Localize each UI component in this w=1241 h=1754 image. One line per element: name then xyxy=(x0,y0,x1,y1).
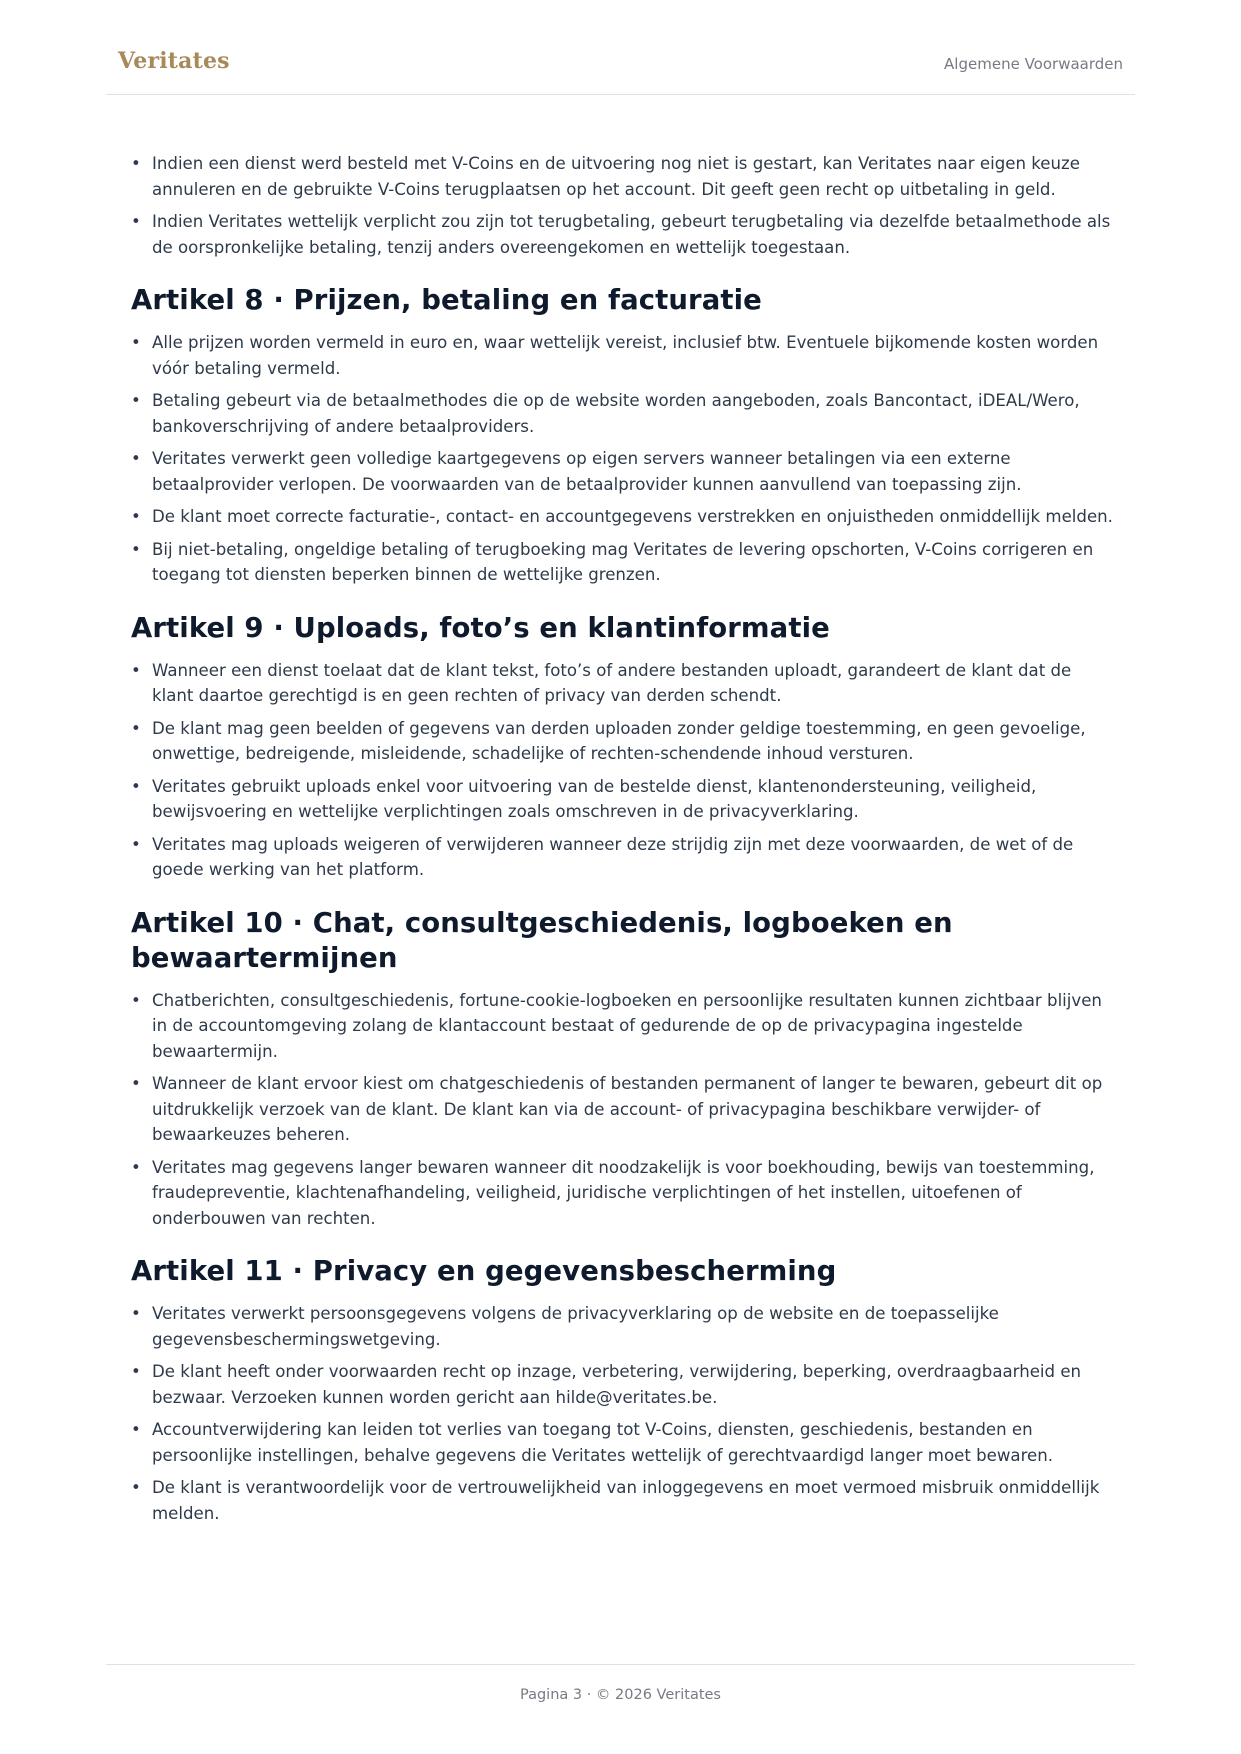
document-body xyxy=(131,151,1116,1533)
list-item: • Veritates gebruikt uploads enkel voor uitvoering van de bestelde dienst, klantenondersteuning, veiligheid, bewijsvoering en wettelijke verplichtingen zoals omschreven in de privacyverklaring. xyxy=(131,774,1116,825)
article-list xyxy=(131,988,1116,1232)
list-item: • De klant heeft onder voorwaarden recht op inzage, verbetering, verwijdering, beperking, overdraagbaarheid en bezwaar. Verzoeken kunnen worden gericht aan hilde@veritates.be. xyxy=(131,1359,1116,1410)
article-heading: Artikel 9 · Uploads, foto’s en klantinformatie xyxy=(131,611,830,644)
list-item: • Chatberichten, consultgeschiedenis, fortune-cookie-logboeken en persoonlijke resultaten kunnen zichtbaar blijven in de accountomgeving zolang de klantaccount bestaat of gedurende de op de privacypagina ingestelde bewaartermijn. xyxy=(131,988,1116,1065)
footer-page-info: Pagina 3 · © 2026 Veritates xyxy=(519,1687,721,1703)
list-item: • De klant moet correcte facturatie-, contact- en accountgegevens verstrekken en onjuistheden onmiddellijk melden. xyxy=(131,504,1116,530)
article-heading: Artikel 8 · Prijzen, betaling en facturatie xyxy=(131,284,762,316)
list-item: • Accountverwijdering kan leiden tot verlies van toegang tot V-Coins, diensten, geschiedenis, bestanden en persoonlijke instellingen, behalve gegevens die Veritates wettelijk of gerechtvaardigd langer moet bewaren. xyxy=(131,1417,1116,1468)
list-item: • Veritates mag uploads weigeren of verwijderen wanneer deze strijdig zijn met deze voorwaarden, de wet of de goede werking van het platform. xyxy=(131,832,1116,883)
list-item: • Betaling gebeurt via de betaalmethodes die op de website worden aangeboden, zoals Bancontact, iDEAL/Wero, bankoverschrijving of andere betaalproviders. xyxy=(131,388,1116,439)
article-heading: Artikel 10 · Chat, consultgeschiedenis, logboeken en bewaartermijnen xyxy=(131,906,953,974)
page-footer xyxy=(106,1664,1135,1725)
list-item: • Bij niet-betaling, ongeldige betaling of terugboeking mag Veritates de levering opschorten, V-Coins corrigeren en toegang tot diensten beperken binnen de wettelijke grenzen. xyxy=(131,537,1116,588)
list-item: • Veritates mag gegevens langer bewaren wanneer dit noodzakelijk is voor boekhouding, bewijs van toestemming, fraudepreventie, klachtenafhandeling, veiligheid, juridische verplichtingen of het instellen, uitoefenen of onderbouwen van rechten. xyxy=(131,1155,1116,1232)
article-list xyxy=(131,1301,1116,1526)
list-item: • Indien Veritates wettelijk verplicht zou zijn tot terugbetaling, gebeurt terugbetaling via dezelfde betaalmethode als de oorspronkelijke betaling, tenzij anders overeengekomen en wettelijk toegestaan. xyxy=(131,209,1116,260)
article-8 xyxy=(131,283,1116,588)
article-list xyxy=(131,658,1116,883)
page-header xyxy=(106,0,1135,95)
article-11 xyxy=(131,1254,1116,1526)
list-item: • De klant is verantwoordelijk voor de vertrouwelijkheid van inloggegevens en moet vermoed misbruik onmiddellijk melden. xyxy=(131,1475,1116,1526)
list-item: • Alle prijzen worden vermeld in euro en, waar wettelijk vereist, inclusief btw. Eventuele bijkomende kosten worden vóór betaling vermeld. xyxy=(131,330,1116,381)
document-title: Algemene Voorwaarden xyxy=(944,55,1123,73)
list-item: • De klant mag geen beelden of gegevens van derden uploaden zonder geldige toestemming, en geen gevoelige, onwettige, bedreigende, misleidende, schadelijke of rechten-schendende inhoud versturen. xyxy=(131,716,1116,767)
article-heading: Artikel 11 · Privacy en gegevensbescherming xyxy=(131,1255,837,1287)
article-9 xyxy=(131,611,1116,883)
list-item: • Indien een dienst werd besteld met V-Coins en de uitvoering nog niet is gestart, kan Veritates naar eigen keuze annuleren en de gebruikte V-Coins terugplaatsen op het account. Dit geeft geen recht op uitbetaling in geld. xyxy=(131,151,1116,202)
brand-logo: Veritates xyxy=(118,48,230,74)
list-item: • Wanneer de klant ervoor kiest om chatgeschiedenis of bestanden permanent of langer te bewaren, gebeurt dit op uitdrukkelijk verzoek van de klant. De klant kan via de account- of privacypagina beschikbare verwijder- of bewaarkeuzes beheren. xyxy=(131,1071,1116,1148)
list-item: • Wanneer een dienst toelaat dat de klant tekst, foto’s of andere bestanden uploadt, garandeert de klant dat de klant daartoe gerechtigd is en geen rechten of privacy van derden schendt. xyxy=(131,658,1116,709)
article-list xyxy=(131,330,1116,588)
article-10 xyxy=(131,906,1116,1232)
list-item: • Veritates verwerkt persoonsgegevens volgens de privacyverklaring op de website en de toepasselijke gegevensbeschermingswetgeving. xyxy=(131,1301,1116,1352)
list-item: • Veritates verwerkt geen volledige kaartgegevens op eigen servers wanneer betalingen via een externe betaalprovider verlopen. De voorwaarden van de betaalprovider kunnen aanvullend van toepassing zijn. xyxy=(131,446,1116,497)
intro-list xyxy=(131,151,1116,260)
